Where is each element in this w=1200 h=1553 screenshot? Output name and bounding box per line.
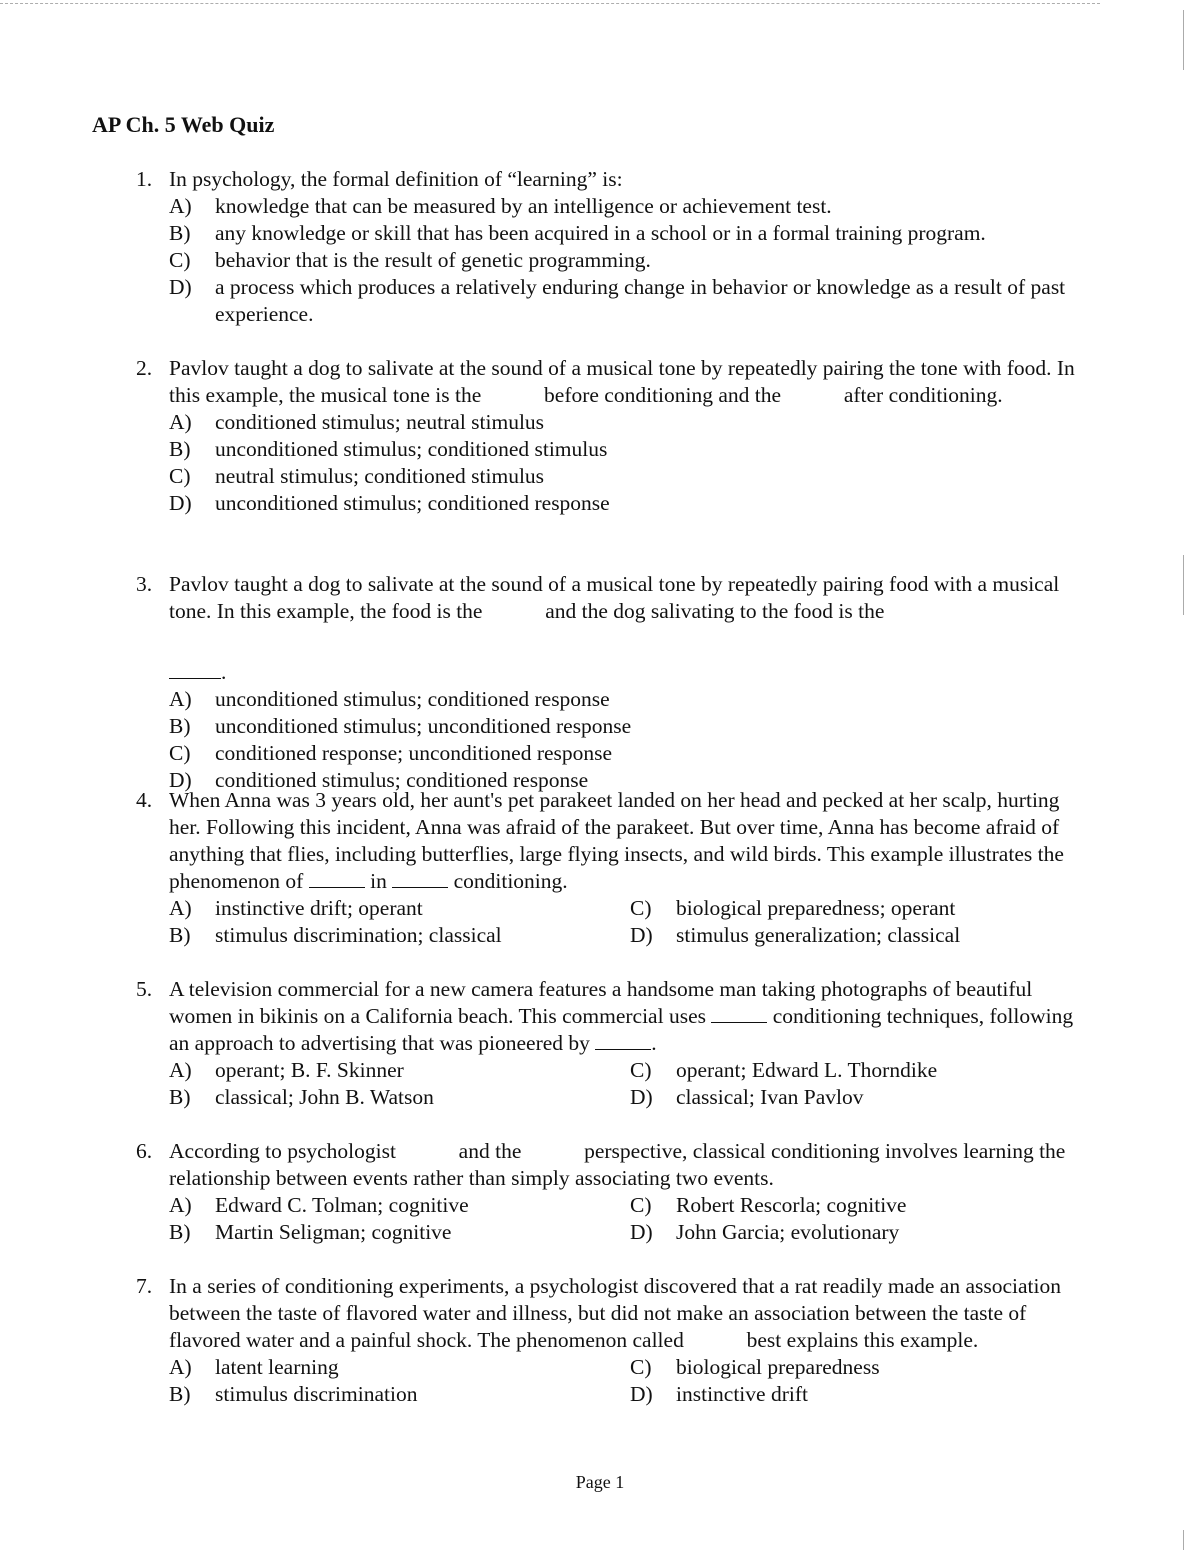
option-c[interactable] xyxy=(630,1354,1096,1381)
question-number: 2. xyxy=(136,356,153,380)
option-label: C) xyxy=(169,248,191,272)
option-c[interactable] xyxy=(169,463,1096,490)
option-label: A) xyxy=(169,896,192,920)
option-label: C) xyxy=(630,1355,652,1379)
stem-part: . xyxy=(651,1031,657,1055)
stem-part: conditioning. xyxy=(453,869,568,893)
option-c[interactable] xyxy=(169,740,1096,767)
option-text: conditioned stimulus; conditioned response xyxy=(215,768,589,792)
stem-part: and the xyxy=(458,1139,522,1163)
option-c[interactable] xyxy=(630,895,1096,922)
option-text: conditioned response; unconditioned response xyxy=(215,741,613,765)
stem-part: before conditioning and the xyxy=(544,383,782,407)
question-stem xyxy=(169,1273,1096,1354)
option-label: C) xyxy=(169,464,191,488)
stem-part: best explains this example. xyxy=(746,1328,979,1352)
option-label: A) xyxy=(169,1058,192,1082)
option-text: knowledge that can be measured by an intelligence or achievement test. xyxy=(215,194,832,218)
stem-part: conditioning techniques, following an approach to advertising that was pioneered by xyxy=(169,1004,1074,1055)
option-text: biological preparedness; operant xyxy=(676,896,956,920)
option-text: neutral stimulus; conditioned stimulus xyxy=(215,464,545,488)
option-label: B) xyxy=(169,437,191,461)
options-list xyxy=(169,409,1096,517)
option-text: a process which produces a relatively enduring change in behavior or knowledge as a result of past experience. xyxy=(215,275,1066,326)
option-b[interactable] xyxy=(169,1219,630,1246)
stem-part: in xyxy=(370,869,387,893)
stem-part: after conditioning. xyxy=(843,383,1003,407)
option-text: instinctive drift xyxy=(676,1382,808,1406)
option-a[interactable] xyxy=(169,1192,630,1219)
option-label: D) xyxy=(630,1382,653,1406)
option-label: D) xyxy=(169,491,192,515)
option-d[interactable] xyxy=(630,1219,1096,1246)
option-text: John Garcia; evolutionary xyxy=(676,1220,900,1244)
stem-part: When Anna was 3 years old, her aunt's pet parakeet landed on her head and pecked at her scalp, hurting her. Following this incident, Anna was afraid of the parakeet. But over time, Anna has become afraid of anything that flies, including butterflies, large flying insects, and wild birds. This example illustrates the phenomenon of xyxy=(169,788,1064,893)
option-b[interactable] xyxy=(169,922,630,949)
option-label: D) xyxy=(630,1085,653,1109)
stem-part: Pavlov taught a dog to salivate at the sound of a musical tone by repeatedly pairing the tone with food. In this example, the musical tone is the xyxy=(169,356,1075,407)
option-label: A) xyxy=(169,194,192,218)
option-text: unconditioned stimulus; unconditioned response xyxy=(215,714,632,738)
option-label: D) xyxy=(169,768,192,792)
option-text: conditioned stimulus; neutral stimulus xyxy=(215,410,545,434)
question-number: 5. xyxy=(136,977,153,1001)
option-label: D) xyxy=(630,923,653,947)
question-7 xyxy=(136,1273,1096,1408)
page-title: AP Ch. 5 Web Quiz xyxy=(92,112,275,137)
option-label: C) xyxy=(630,1058,652,1082)
option-text: latent learning xyxy=(215,1355,339,1379)
option-text: unconditioned stimulus; conditioned response xyxy=(215,491,610,515)
answer-blank xyxy=(392,869,448,888)
option-label: D) xyxy=(630,1220,653,1244)
option-b[interactable] xyxy=(169,436,1096,463)
option-text: unconditioned stimulus; conditioned stimulus xyxy=(215,437,608,461)
option-d[interactable] xyxy=(630,1084,1096,1111)
scan-edge-mark xyxy=(1183,555,1184,615)
question-6 xyxy=(136,1138,1096,1246)
option-label: A) xyxy=(169,687,192,711)
option-a[interactable] xyxy=(169,1354,630,1381)
options-grid xyxy=(169,1354,1096,1408)
question-number: 6. xyxy=(136,1139,153,1163)
question-3 xyxy=(136,571,1096,794)
option-label: A) xyxy=(169,410,192,434)
option-c[interactable] xyxy=(630,1192,1096,1219)
options-list xyxy=(169,686,1096,794)
option-b[interactable] xyxy=(169,713,1096,740)
page-number: Page 1 xyxy=(575,1472,625,1492)
option-text: biological preparedness xyxy=(676,1355,880,1379)
question-1 xyxy=(136,166,1096,328)
options-list xyxy=(169,193,1096,328)
option-b[interactable] xyxy=(169,1084,630,1111)
option-label: B) xyxy=(169,923,191,947)
options-grid xyxy=(169,1192,1096,1246)
option-text: operant; B. F. Skinner xyxy=(215,1058,404,1082)
stem-part: and the dog salivating to the food is the xyxy=(545,599,885,623)
option-c[interactable] xyxy=(169,247,1096,274)
option-d[interactable] xyxy=(630,922,1096,949)
option-d[interactable] xyxy=(630,1381,1096,1408)
options-grid xyxy=(169,1057,1096,1111)
option-a[interactable] xyxy=(169,1057,630,1084)
option-text: behavior that is the result of genetic programming. xyxy=(215,248,651,272)
option-text: stimulus discrimination xyxy=(215,1382,418,1406)
question-2 xyxy=(136,355,1096,517)
option-c[interactable] xyxy=(630,1057,1096,1084)
option-text: stimulus generalization; classical xyxy=(676,923,961,947)
option-text: Edward C. Tolman; cognitive xyxy=(215,1193,469,1217)
option-text: operant; Edward L. Thorndike xyxy=(676,1058,938,1082)
option-label: C) xyxy=(630,896,652,920)
option-label: B) xyxy=(169,1382,191,1406)
option-a[interactable] xyxy=(169,409,1096,436)
option-label: B) xyxy=(169,1085,191,1109)
option-label: B) xyxy=(169,221,191,245)
question-stem xyxy=(169,355,1096,409)
question-stem xyxy=(169,1138,1096,1192)
option-text: unconditioned stimulus; conditioned response xyxy=(215,687,610,711)
option-text: Martin Seligman; cognitive xyxy=(215,1220,452,1244)
answer-blank xyxy=(595,1031,651,1050)
option-a[interactable] xyxy=(169,895,630,922)
question-stem: In psychology, the formal definition of “learning” is: xyxy=(169,167,623,191)
stem-part: According to psychologist xyxy=(169,1139,396,1163)
scan-edge-mark xyxy=(1183,1530,1184,1550)
stem-part: In a series of conditioning experiments, a psychologist discovered that a rat readily made an association between the taste of flavored water and illness, but did not make an association between the taste of flavored water and a painful shock. The phenomenon called xyxy=(169,1274,1061,1352)
option-label: C) xyxy=(169,741,191,765)
option-label: A) xyxy=(169,1355,192,1379)
stem-part: Pavlov taught a dog to salivate at the sound of a musical tone by repeatedly pairing food with a musical tone. In this example, the food is the xyxy=(169,572,1060,623)
question-5 xyxy=(136,976,1096,1111)
option-text: Robert Rescorla; cognitive xyxy=(676,1193,907,1217)
option-text: instinctive drift; operant xyxy=(215,896,423,920)
stem-part: A television commercial for a new camera features a handsome man taking photographs of beautiful women in bikinis on a California beach. This commercial uses xyxy=(169,977,1033,1028)
option-d[interactable] xyxy=(169,490,1096,517)
option-text: classical; John B. Watson xyxy=(215,1085,434,1109)
option-text: stimulus discrimination; classical xyxy=(215,923,502,947)
option-text: any knowledge or skill that has been acquired in a school or in a formal training program. xyxy=(215,221,986,245)
option-label: D) xyxy=(169,275,192,299)
scan-artifact-line xyxy=(0,3,1100,4)
option-label: C) xyxy=(630,1193,652,1217)
scan-edge-mark xyxy=(1183,10,1184,70)
option-b[interactable] xyxy=(169,1381,630,1408)
stem-part: perspective, classical conditioning involves learning the relationship between events rather than simply associating two events. xyxy=(169,1139,1066,1190)
option-label: A) xyxy=(169,1193,192,1217)
answer-blank xyxy=(711,1004,767,1023)
question-number: 3. xyxy=(136,572,153,596)
option-label: B) xyxy=(169,714,191,738)
answer-blank xyxy=(169,660,221,679)
question-number: 7. xyxy=(136,1274,153,1298)
question-4 xyxy=(136,787,1096,949)
option-b[interactable] xyxy=(169,220,1096,247)
question-stem xyxy=(169,787,1096,895)
option-d[interactable] xyxy=(169,274,1096,328)
stem-part: . xyxy=(221,660,227,684)
question-number: 1. xyxy=(136,167,153,191)
question-number: 4. xyxy=(136,788,153,812)
answer-blank xyxy=(309,869,365,888)
option-text: classical; Ivan Pavlov xyxy=(676,1085,864,1109)
option-a[interactable] xyxy=(169,193,1096,220)
option-a[interactable] xyxy=(169,686,1096,713)
question-stem xyxy=(169,571,1096,686)
options-grid xyxy=(169,895,1096,949)
option-label: B) xyxy=(169,1220,191,1244)
question-stem xyxy=(169,976,1096,1057)
